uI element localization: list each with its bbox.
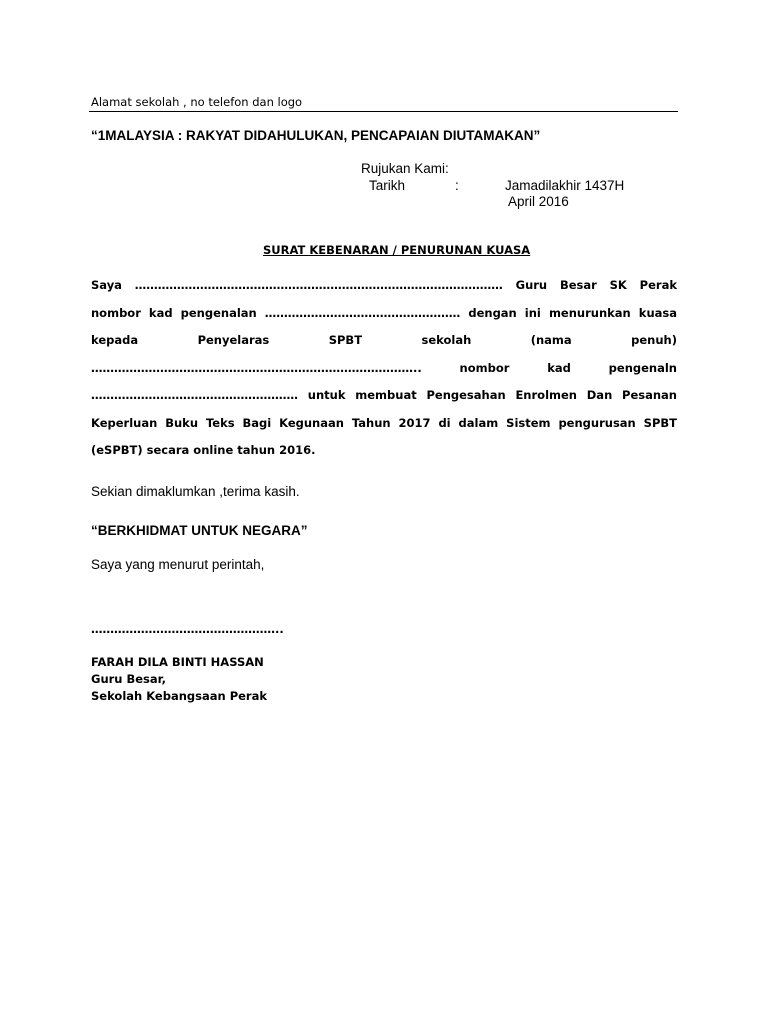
date-hijri: Jamadilakhir 1437H: [505, 178, 625, 193]
date-label: Tarikh: [369, 178, 406, 193]
motto-heading: “1MALAYSIA : RAKYAT DIDAHULUKAN, PENCAPAIAN DIUTAMAKAN”: [91, 128, 541, 143]
date-colon: :: [455, 178, 459, 193]
school-address-placeholder: Alamat sekolah , no telefon dan logo: [91, 95, 303, 109]
obedient-line: Saya yang menurut perintah,: [91, 557, 265, 572]
signature-line: …………………………………………..: [91, 622, 284, 636]
header-divider: [89, 111, 678, 112]
signer-school: Sekolah Kebangsaan Perak: [91, 689, 267, 703]
letter-title: SURAT KEBENARAN / PENURUNAN KUASA: [263, 243, 531, 257]
letter-body: Saya …………………………………………………………………………………… Guru Besar SK Perak nombor kad pengenalan …………………………………………… dengan ini menurunkan kuasa kepada Penyelaras SPBT sekolah (nama penuh) ………………………………………………………………………….. nombor kad pengenaln ……………………………………………… untuk membuat Pengesahan Enrolmen Dan Pesanan Keperluan Buku Teks Bagi Kegunaan Tahun 2017 di dalam Sistem pengurusan SPBT (eSPBT) secara online tahun 2016.: [91, 278, 677, 457]
signer-title: Guru Besar,: [91, 672, 167, 686]
closing-line: Sekian dimaklumkan ,terima kasih.: [91, 484, 300, 499]
date-gregorian: April 2016: [508, 194, 569, 209]
signer-name: FARAH DILA BINTI HASSAN: [91, 655, 264, 669]
reference-label: Rujukan Kami:: [361, 161, 449, 176]
slogan: “BERKHIDMAT UNTUK NEGARA”: [91, 523, 308, 538]
